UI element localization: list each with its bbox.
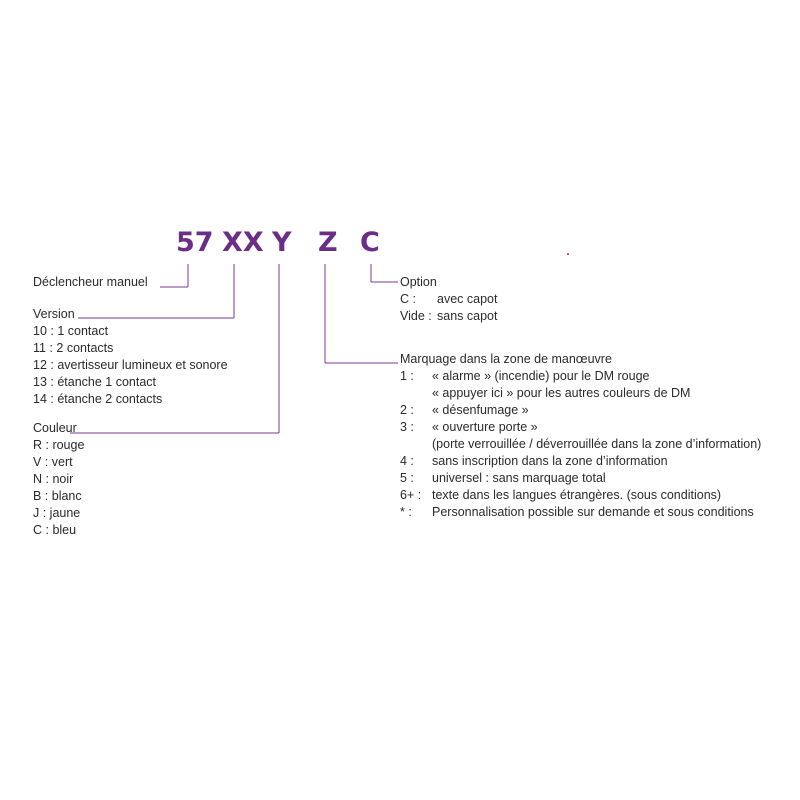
marquage-value: universel : sans marquage total	[432, 471, 606, 485]
marquage-item	[400, 453, 668, 470]
option-value: sans capot	[437, 309, 498, 323]
option-value: avec capot	[437, 292, 498, 306]
version-item: 10 : 1 contact	[33, 324, 109, 338]
option-key: C :	[400, 292, 416, 306]
code-part-xx: XX	[222, 227, 264, 258]
marquage-key: 6+ :	[400, 488, 422, 502]
couleur-item: B : blanc	[33, 489, 82, 503]
marquage-item	[400, 385, 690, 402]
marquage-value: « appuyer ici » pour les autres couleurs de DM	[432, 386, 691, 400]
marquage-value: « désenfumage »	[432, 403, 529, 417]
option-title: Option	[400, 275, 437, 289]
couleur-item: V : vert	[33, 455, 73, 469]
couleur-title: Couleur	[33, 421, 77, 435]
marquage-item	[400, 402, 529, 419]
option-key: Vide :	[400, 309, 432, 323]
marquage-title: Marquage dans la zone de manœuvre	[400, 352, 612, 366]
version-item: 11 : 2 contacts	[33, 341, 114, 355]
code-part-57: 57	[176, 227, 214, 258]
version-item: 13 : étanche 1 contact	[33, 375, 157, 389]
couleur-item: N : noir	[33, 472, 74, 486]
couleur-item: R : rouge	[33, 438, 85, 452]
marquage-key: 4 :	[400, 454, 414, 468]
version-item: 12 : avertisseur lumineux et sonore	[33, 358, 228, 372]
code-part-z: Z	[318, 227, 338, 258]
code-part-c: C	[360, 227, 380, 258]
marquage-item	[400, 504, 754, 521]
marquage-item	[400, 368, 649, 385]
marquage-item	[400, 470, 606, 487]
marquage-value: « ouverture porte »	[432, 420, 538, 434]
marquage-key: 2 :	[400, 403, 414, 417]
marquage-value: texte dans les langues étrangères. (sous conditions)	[432, 488, 722, 502]
declencheur-label: Déclencheur manuel	[33, 275, 148, 289]
marquage-key: 5 :	[400, 471, 414, 485]
marquage-item	[400, 419, 538, 436]
version-title: Version	[33, 307, 75, 321]
marquage-value: sans inscription dans la zone d’information	[432, 454, 668, 468]
couleur-item: C : bleu	[33, 523, 77, 537]
marquage-item	[400, 487, 721, 504]
marquage-value: (porte verrouillée / déverrouillée dans la zone d’information)	[432, 437, 762, 451]
option-item	[400, 291, 497, 308]
marquage-value: Personnalisation possible sur demande et sous conditions	[432, 505, 754, 519]
code-part-y: Y	[272, 227, 292, 258]
marquage-value: « alarme » (incendie) pour le DM rouge	[432, 369, 650, 383]
version-item: 14 : étanche 2 contacts	[33, 392, 163, 406]
marquage-key: 3 :	[400, 420, 414, 434]
marquage-key: * :	[400, 505, 412, 519]
marquage-item	[400, 436, 761, 453]
option-item	[400, 308, 497, 325]
marquage-key: 1 :	[400, 369, 414, 383]
couleur-item: J : jaune	[33, 506, 81, 520]
